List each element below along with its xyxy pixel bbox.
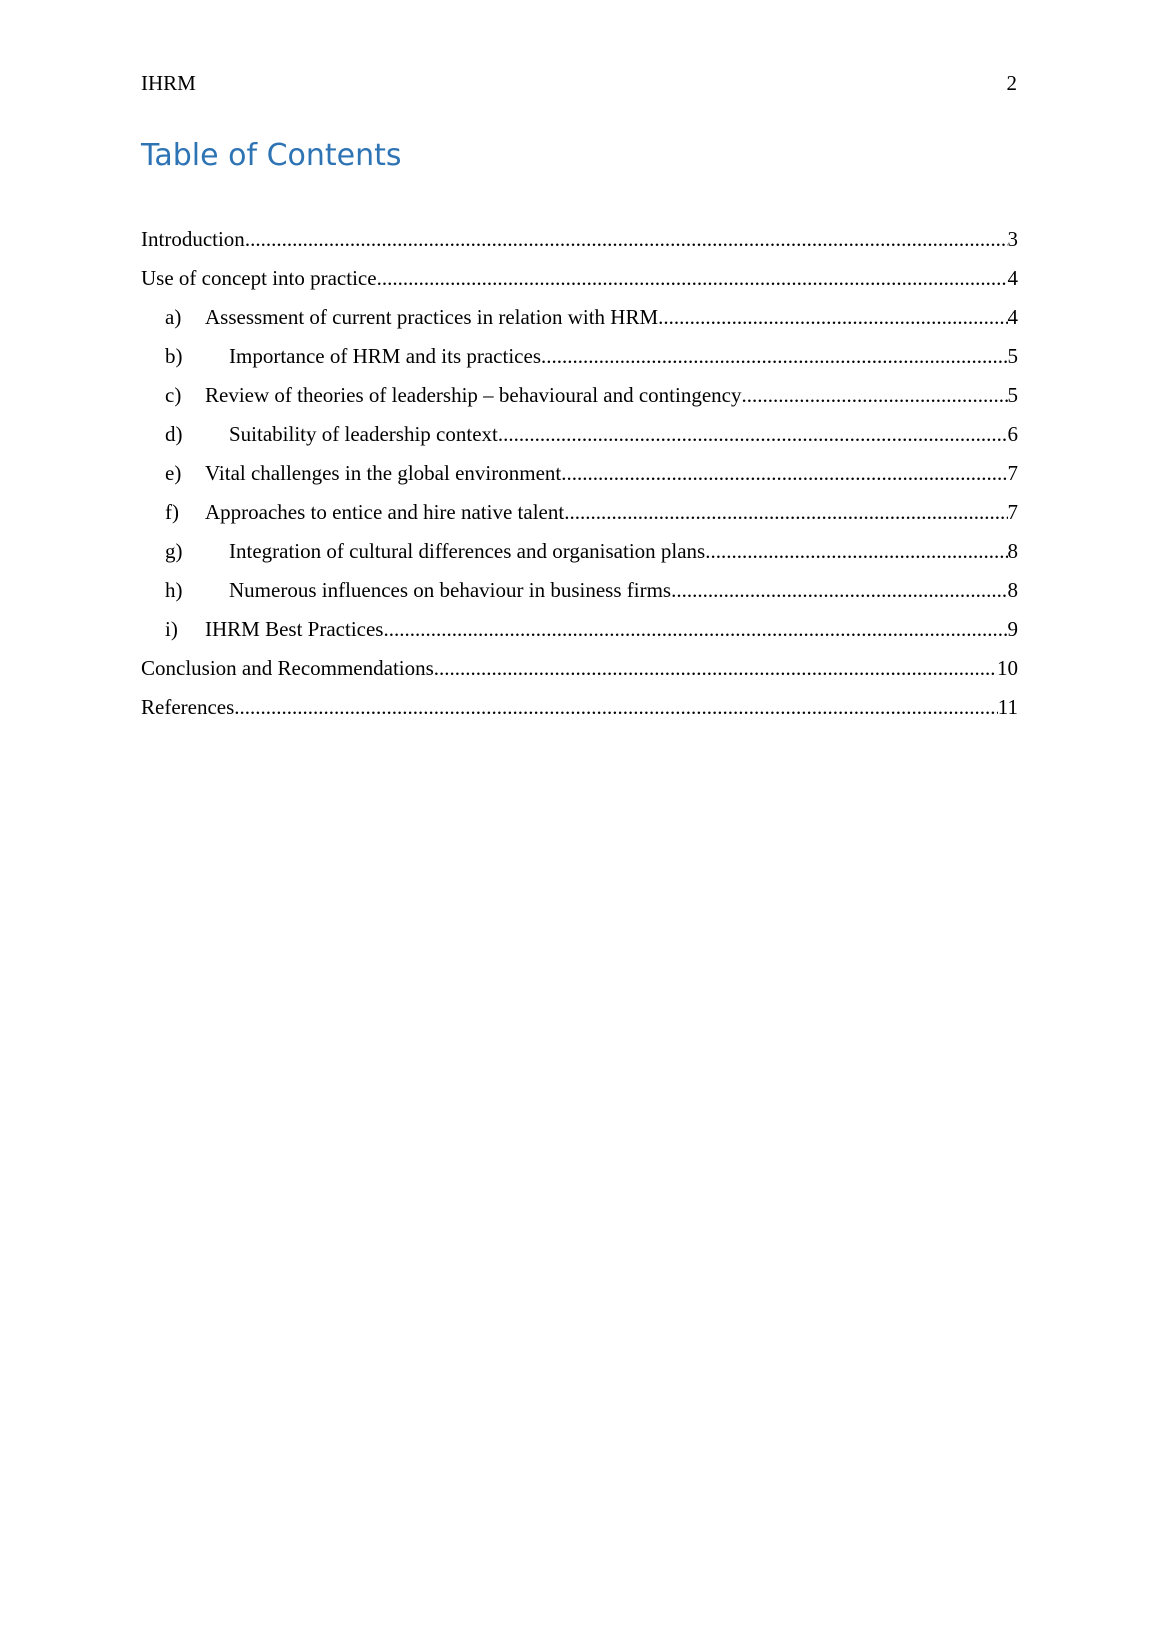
toc-entry-e[interactable]	[141, 458, 1018, 497]
toc-entry-f[interactable]	[141, 497, 1018, 536]
toc-entry-label: Conclusion and Recommendations	[141, 656, 434, 680]
toc-entry-references[interactable]	[141, 692, 1018, 731]
toc-entry-d[interactable]	[141, 419, 1018, 458]
toc-leader-dots	[658, 302, 1007, 332]
toc-entry-a[interactable]	[141, 302, 1018, 341]
toc-entry-page: 10	[997, 656, 1018, 680]
toc-entry-marker: b)	[165, 344, 183, 368]
toc-leader-dots	[741, 380, 1007, 410]
toc-entry-b[interactable]	[141, 341, 1018, 380]
page-header	[141, 70, 1017, 96]
toc-entry-label: Introduction	[141, 227, 245, 251]
toc-entry-page: 8	[1007, 539, 1018, 563]
toc-entry-marker: i)	[165, 617, 178, 641]
toc-leader-dots	[498, 419, 1008, 449]
toc-entry-label: Numerous influences on behaviour in business firms	[229, 578, 672, 602]
toc-entry-page: 4	[1007, 266, 1018, 290]
toc-entry-g[interactable]	[141, 536, 1018, 575]
toc-leader-dots	[245, 224, 1008, 254]
toc-entry-marker: d)	[165, 422, 183, 446]
toc-entry-label: Vital challenges in the global environment	[205, 461, 562, 485]
toc-title: Table of Contents	[141, 138, 402, 173]
toc-entry-introduction[interactable]	[141, 224, 1018, 263]
toc-leader-dots	[234, 692, 997, 722]
toc-entry-marker: a)	[165, 305, 182, 329]
toc-leader-dots	[383, 614, 1007, 644]
toc-entry-marker: g)	[165, 539, 183, 563]
toc-entry-page: 5	[1007, 344, 1018, 368]
toc-entry-label: Assessment of current practices in relation with HRM	[205, 305, 659, 329]
toc-leader-dots	[671, 575, 1007, 605]
toc-entry-page: 9	[1007, 617, 1018, 641]
toc-entry-label: Review of theories of leadership – behavioural and contingency	[205, 383, 742, 407]
table-of-contents	[141, 224, 1018, 731]
toc-entry-c[interactable]	[141, 380, 1018, 419]
toc-leader-dots	[541, 341, 1008, 371]
toc-entry-page: 5	[1007, 383, 1018, 407]
toc-entry-marker: h)	[165, 578, 183, 602]
toc-entry-page: 8	[1007, 578, 1018, 602]
toc-entry-conclusion[interactable]	[141, 653, 1018, 692]
toc-entry-page: 11	[997, 695, 1018, 719]
toc-leader-dots	[561, 458, 1007, 488]
toc-entry-label: Importance of HRM and its practices	[229, 344, 541, 368]
toc-leader-dots	[434, 653, 997, 683]
toc-entry-marker: c)	[165, 383, 182, 407]
toc-entry-page: 7	[1007, 461, 1018, 485]
toc-entry-label: Approaches to entice and hire native talent	[205, 500, 565, 524]
toc-leader-dots	[705, 536, 1007, 566]
toc-entry-marker: f)	[165, 500, 179, 524]
toc-entry-use-of-concept[interactable]	[141, 263, 1018, 302]
toc-entry-label: IHRM Best Practices	[205, 617, 384, 641]
toc-entry-page: 7	[1007, 500, 1018, 524]
toc-entry-h[interactable]	[141, 575, 1018, 614]
toc-entry-label: Use of concept into practice	[141, 266, 377, 290]
toc-leader-dots	[564, 497, 1007, 527]
toc-entry-page: 6	[1007, 422, 1018, 446]
page-number: 2	[1006, 71, 1017, 95]
toc-entry-page: 3	[1007, 227, 1018, 251]
toc-entry-label: References	[141, 695, 235, 719]
toc-entry-label: Integration of cultural differences and organisation plans	[229, 539, 706, 563]
running-head: IHRM	[141, 71, 196, 95]
toc-leader-dots	[377, 263, 1008, 293]
toc-entry-i[interactable]	[141, 614, 1018, 653]
toc-entry-marker: e)	[165, 461, 182, 485]
toc-entry-page: 4	[1007, 305, 1018, 329]
toc-entry-label: Suitability of leadership context	[229, 422, 498, 446]
